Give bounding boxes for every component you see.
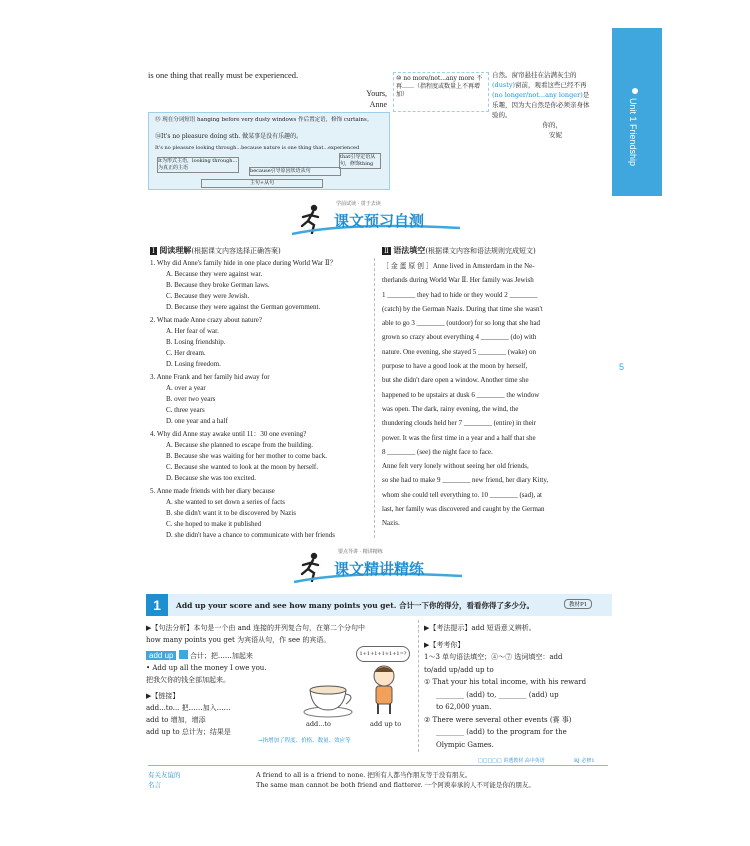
footer-quotes xyxy=(256,770,610,790)
footer-label-1: 有关友谊的 xyxy=(148,771,181,779)
reading-num: Ⅰ xyxy=(152,247,155,255)
grammar-line-5: able to go 3 ________ (outdoor) for so long that she had xyxy=(382,319,541,328)
section1-header xyxy=(290,200,470,240)
option-4-3: C. Because she wanted to look at the moon by herself. xyxy=(166,463,319,471)
right-note xyxy=(393,72,489,112)
grammar-line-12: thundering clouds held her 7 ________ (entire) in their xyxy=(382,419,536,428)
option-5-4: D. she didn't have a chance to communicate with her friends xyxy=(166,531,336,539)
option-1-1: A. Because they were against war. xyxy=(166,270,263,278)
grammar-line-1: ［ 金 蛋 原 创 ］Anne lived in Amsterdam in the Ne- xyxy=(382,262,535,270)
box-line-1: ⑬ 现在分词短语 hanging before very dusty windows 作后置定语，修饰 curtains。 xyxy=(155,117,373,123)
grammar-num: Ⅱ xyxy=(384,247,389,255)
quote-1: A friend to all is a friend to none. 把所有人都当作朋友等于没有朋友。 xyxy=(256,771,472,779)
grammar-passage xyxy=(382,259,610,531)
analysis-2: how many points you get 为宾语从句，作 see 的宾语。 xyxy=(146,636,331,644)
option-1-2: B. Because they broke German laws. xyxy=(166,281,270,289)
right-note-text: ⑩ no more/not...any more 不再……（指程度或数量上不再增加） xyxy=(396,75,483,98)
top-line xyxy=(148,70,388,81)
footer-label xyxy=(148,770,181,790)
reading-note: (根据课文内容选择正确答案) xyxy=(191,247,281,255)
reading-section xyxy=(150,245,370,541)
question-1: 1. Why did Anne's family hide in one place during World War Ⅱ？ xyxy=(150,259,337,267)
sign-yours: Yours, xyxy=(366,89,387,98)
rt-1: 自然。窗帘悬挂在沾满灰尘的 xyxy=(492,71,577,79)
phrase-tag: add up xyxy=(146,651,176,660)
right-translation xyxy=(492,70,592,140)
teacup-icon xyxy=(300,676,360,720)
rt-1d: (no longer/not...any longer) xyxy=(492,91,583,99)
item1-right xyxy=(424,622,610,751)
grammar-line-18: last, her family was discovered and caught by the German xyxy=(382,505,545,514)
phrase-meaning: 合计；把……加起来 xyxy=(189,652,253,660)
column-divider xyxy=(374,258,375,538)
box-line-2: ⑭It's no pleasure doing sth. 做某事是没有乐趣的。 xyxy=(155,133,303,140)
option-3-1: A. over a year xyxy=(166,384,206,392)
option-2-1: A. Her fear of war. xyxy=(166,327,219,335)
option-3-2: B. over two years xyxy=(166,395,216,403)
grammar-line-7: nature. One evening, she stayed 5 ________ (wake) on xyxy=(382,347,536,356)
test-head: ▶【考考你】 xyxy=(424,640,465,649)
test-8: Olympic Games. xyxy=(436,740,494,749)
box-line-4: It为形式主语，looking through... 为真正的主语 xyxy=(158,158,238,171)
link-head: ▶【链接】 xyxy=(146,692,180,700)
rt-1e: 是乐趣，因为大自然是你必须亲身体验的。 xyxy=(492,91,590,119)
footer-label-2: 名言 xyxy=(148,781,161,789)
page-number: 5 xyxy=(619,362,625,372)
option-5-1: A. she wanted to set down a series of facts xyxy=(166,498,285,506)
option-4-2: B. Because she was waiting for her mother to come back. xyxy=(166,452,327,460)
option-2-3: C. Her dream. xyxy=(166,349,206,357)
reading-questions xyxy=(150,258,370,541)
thought-bubble: 1+1+1+1+1+1=? xyxy=(356,646,410,662)
question-4: 4. Why did Anne stay awake until 11：30 one evening? xyxy=(150,430,307,438)
option-1-3: C. Because they were Jewish. xyxy=(166,292,250,300)
option-2-4: D. Losing freedom. xyxy=(166,360,221,368)
child-icon xyxy=(366,664,402,716)
grammar-title: 语法填空 xyxy=(393,245,426,255)
link-2: add to 增加，增添 xyxy=(146,716,206,724)
reading-title: 阅读理解 xyxy=(159,245,192,255)
item1-sentence-text: Add up your score and see how many points you get. 合计一下你的得分，看看你得了多少分。 xyxy=(176,601,534,610)
box-line-5: because引导原因状语从句 xyxy=(249,167,341,176)
section1-small: 学前试读 · 贯于去读 xyxy=(336,201,381,207)
grammar-line-6: grown so crazy about everything 4 ________ (do) with xyxy=(382,333,537,342)
tab-dot-icon xyxy=(632,88,638,94)
option-4-4: D. Because she was too excited. xyxy=(166,474,256,482)
grammar-line-3: 1 ________ they had to hide or they would 2 ________ xyxy=(382,290,538,299)
option-3-3: C. three years xyxy=(166,406,205,414)
option-2-2: B. Losing friendship. xyxy=(166,338,226,346)
option-3-4: D. one year and a half xyxy=(166,417,228,425)
grammar-line-8: purpose to have a good look at the moon by herself, xyxy=(382,362,528,371)
exam-hint: ▶【考法提示】add 短语意义辨析。 xyxy=(424,624,536,632)
sign-anne: Anne xyxy=(369,100,387,109)
question-5: 5. Anne made friends with her diary because xyxy=(150,487,275,495)
textbook-tag: 教材P1 xyxy=(564,599,592,609)
test-2: to/add up/add up to xyxy=(424,665,494,674)
footer-brand-right: RJ 必修1 xyxy=(574,758,595,764)
rt-sign1: 你的， xyxy=(542,121,562,129)
option-5-3: C. she hoped to make it published xyxy=(166,520,262,528)
cup-illustration xyxy=(300,676,360,720)
grammar-heading xyxy=(382,245,610,256)
test-7: ________ (add) to the program for the xyxy=(436,728,567,736)
box-line-7: 主句+从句 xyxy=(201,179,323,188)
box-line-6: that引导定语从句，修饰thing xyxy=(339,153,381,169)
item1-num: 1 xyxy=(146,594,168,616)
option-1-4: D. Because they were against the German government. xyxy=(166,303,321,311)
item1-bar xyxy=(146,594,612,616)
pic-caption-1: add...to xyxy=(306,720,331,728)
link-3: add up to 总计为；结果是 xyxy=(146,728,231,736)
footer-rule xyxy=(148,765,608,766)
box-line-3: It's no pleasure looking through...because nature is one thing that...experienced xyxy=(155,145,360,151)
footer-brand: □□□□□ 讲透教材 高中英语 xyxy=(478,758,545,764)
option-4-1: A. Because she planned to escape from the building. xyxy=(166,441,313,449)
section1-title: 课文预习自测 xyxy=(334,212,425,230)
item1-divider xyxy=(418,620,419,752)
grammar-line-16: so she had to make 9 ________ new friend, her diary Kitty, xyxy=(382,476,549,485)
grammar-line-2: therlands during World War Ⅱ. Her family was Jewish xyxy=(382,276,534,285)
annotation-box xyxy=(148,112,390,190)
grammar-section xyxy=(382,245,610,531)
option-5-2: B. she didn't want it to be discovered by Nazis xyxy=(166,509,296,517)
phrase-mark-icon xyxy=(179,650,188,659)
item1-sentence xyxy=(176,600,534,611)
top-line1: is one thing that really must be experienced. xyxy=(148,70,299,80)
example-cn: 把我欠你的钱全部加起来。 xyxy=(146,676,230,684)
pic-caption-2: add up to xyxy=(370,720,402,728)
grammar-line-11: was open. The dark, rainy evening, the wind, the xyxy=(382,404,519,413)
rt-sign2: 安妮 xyxy=(549,131,562,139)
link-note: →指增加了程度、价格、数量、效应等 xyxy=(258,738,351,744)
grammar-line-10: happened to be upstairs at dusk 6 ________ the window xyxy=(382,390,540,399)
kid-illustration xyxy=(356,646,410,716)
section2-small: 要点导讲 · 精讲精练 xyxy=(338,549,383,555)
unit-tab xyxy=(612,28,662,196)
rt-1b: (dusty) xyxy=(492,81,516,89)
rt-1c: 窗前，观看这些已经不再 xyxy=(515,81,587,89)
section2-title: 课文精讲精练 xyxy=(334,560,425,578)
test-1: 1～3 单句语法填空；④～⑦ 选词填空：add xyxy=(424,653,563,661)
top-signature xyxy=(355,88,387,110)
quote-2: The same man cannot be both friend and flatterer. 一个阿谀奉承的人不可能是你的朋友。 xyxy=(256,781,535,789)
grammar-line-17: whom she could tell everything to. 10 ________ (sad), at xyxy=(382,490,542,499)
grammar-line-4: (catch) by the German Nazis. During that time she wasn't xyxy=(382,304,543,313)
grammar-line-19: Nazis. xyxy=(382,519,400,528)
grammar-line-15: Anne felt very lonely without seeing her old friends, xyxy=(382,462,529,471)
grammar-note: (根据课文内容和语法规则完成短文) xyxy=(425,247,536,255)
reading-heading xyxy=(150,245,370,256)
grammar-line-14: 8 ________ (see) the night face to face. xyxy=(382,447,493,456)
example-en: • Add up all the money I owe you. xyxy=(146,664,267,672)
test-5: to 62,000 yuan. xyxy=(436,703,492,711)
test-6: ② There were several other events (赛 事) xyxy=(424,715,572,724)
grammar-line-9: but she didn't dare open a window. Another time she xyxy=(382,376,529,385)
question-2: 2. What made Anne crazy about nature? xyxy=(150,316,263,324)
grammar-line-13: power. It was the first time in a year and a half that she xyxy=(382,433,536,442)
test-3: ① That your his total income, with his reward xyxy=(424,678,587,686)
test-4: ________ (add) to, ________ (add) up xyxy=(436,690,559,699)
tab-label: Unit 1 Friendship xyxy=(628,98,638,167)
link-1: add...to... 把……加入…… xyxy=(146,704,231,712)
section2-header xyxy=(292,548,472,588)
question-3: 3. Anne Frank and her family hid away for xyxy=(150,373,270,381)
analysis-head: ▶【句法分析】本句是一个由 and 连接的并列复合句，在第二个分句中 xyxy=(146,624,365,632)
